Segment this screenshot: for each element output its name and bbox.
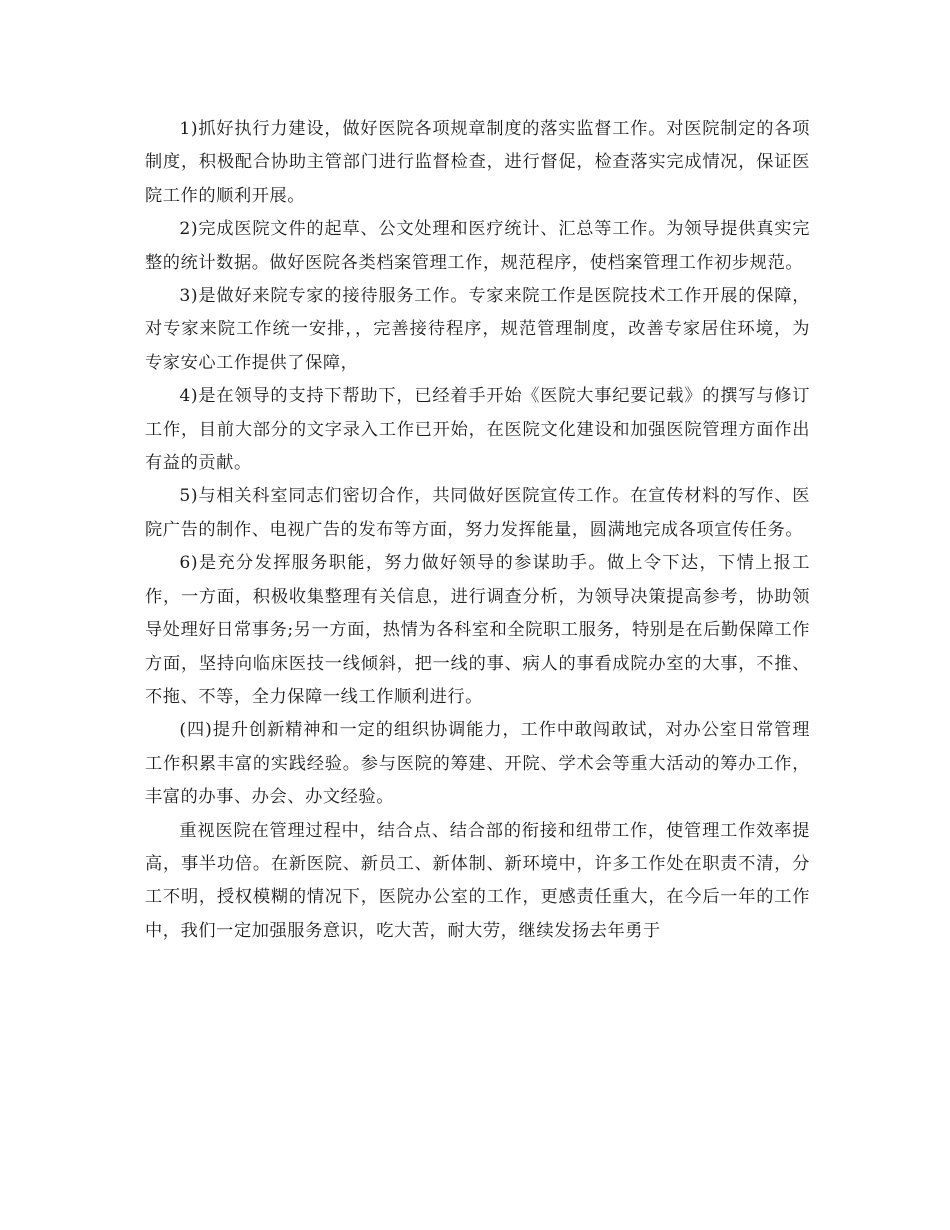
paragraph-management: 重视医院在管理过程中，结合点、结合部的衔接和纽带工作，使管理工作效率提高，事半功倍。在新医院、新员工、新体制、新环境中，许多工作处在职责不清，分工不明，授权模糊的情况下，医院办公室的工作，更感责任重大，在今后一年的工作中，我们一定加强服务意识，吃大苦，耐大劳，继续发扬去年勇于 xyxy=(145,820,810,941)
paragraph-item-6: 6)是充分发挥服务职能，努力做好领导的参谋助手。做上令下达，下情上报工作，一方面，积极收集整理有关信息，进行调查分析，为领导决策提高参考，协助领导处理好日常事务;另一方面，热情为各科室和全院职工服务，特别是在后勤保障工作方面，坚持向临床医技一线倾斜，把一线的事、病人的事看成院办室的大事，不推、不拖、不等，全力保障一线工作顺利进行。 xyxy=(145,553,810,707)
paragraph-item-4: 4)是在领导的支持下帮助下，已经着手开始《医院大事纪要记载》的撰写与修订工作，目前大部分的文字录入工作已开始，在医院文化建设和加强医院管理方面作出有益的贡献。 xyxy=(145,386,810,474)
paragraph-section-four: (四)提升创新精神和一定的组织协调能力，工作中敢闯敢试，对办公室日常管理工作积累丰富的实践经验。参与医院的筹建、开院、学术会等重大活动的筹办工作，丰富的办事、办会、办文经验。 xyxy=(145,720,810,808)
paragraph-item-5: 5)与相关科室同志们密切合作，共同做好医院宣传工作。在宣传材料的写作、医院广告的制作、电视广告的发布等方面，努力发挥能量，圆满地完成各项宣传任务。 xyxy=(145,486,810,540)
paragraph-item-2: 2)完成医院文件的起草、公文处理和医疗统计、汇总等工作。为领导提供真实完整的统计数据。做好医院各类档案管理工作，规范程序，使档案管理工作初步规范。 xyxy=(145,219,810,273)
paragraph-item-3: 3)是做好来院专家的接待服务工作。专家来院工作是医院技术工作开展的保障，对专家来院工作统一安排，，完善接待程序，规范管理制度，改善专家居住环境，为专家安心工作提供了保障， xyxy=(145,286,810,373)
document-body xyxy=(145,113,810,948)
paragraph-item-1: 1)抓好执行力建设，做好医院各项规章制度的落实监督工作。对医院制定的各项制度，积极配合协助主管部门进行监督检查，进行督促，检查落实完成情况，保证医院工作的顺利开展。 xyxy=(145,119,810,206)
